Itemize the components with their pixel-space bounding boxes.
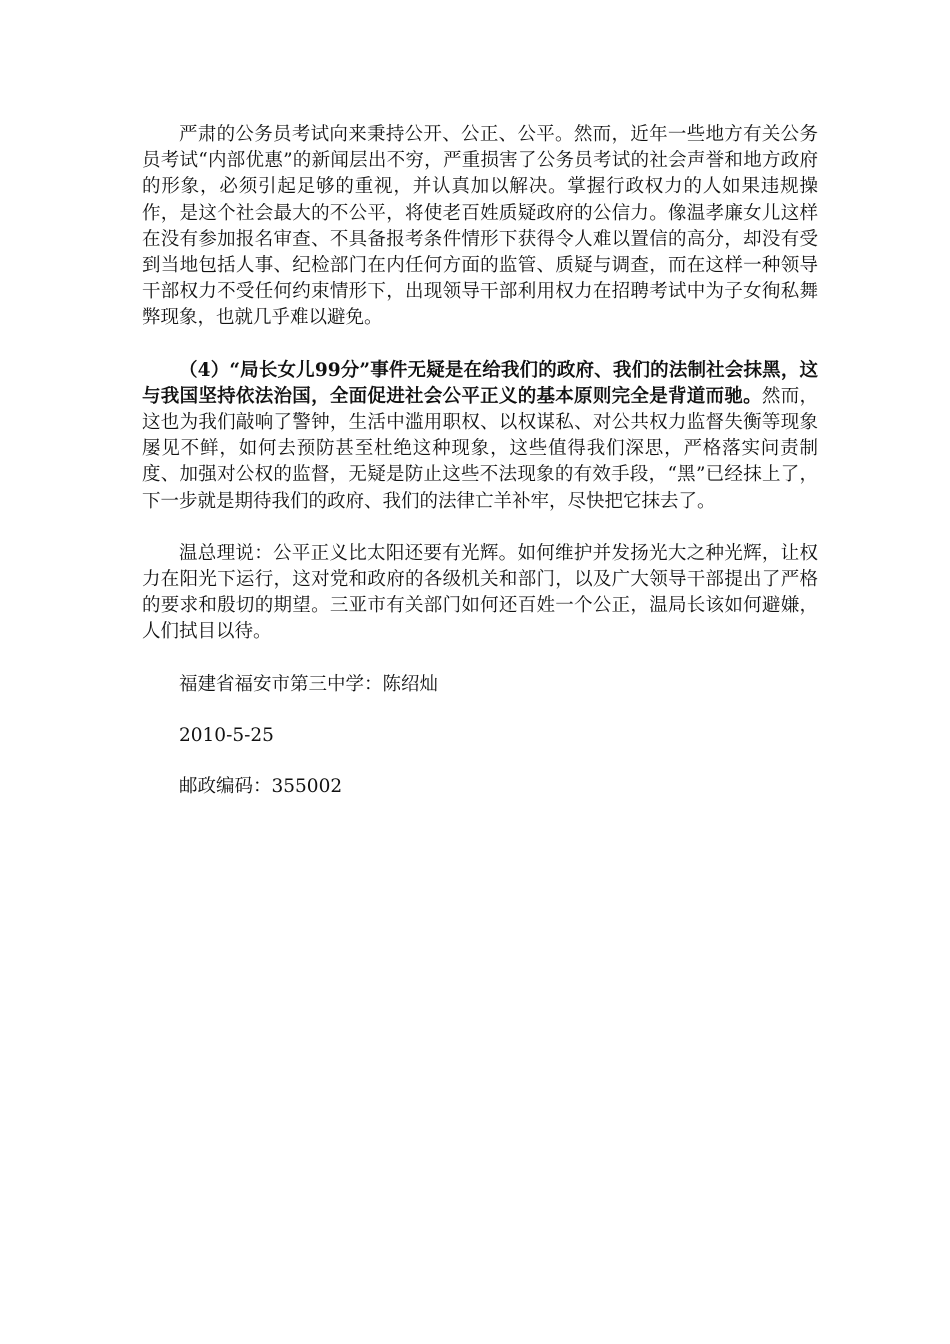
paragraph-2-body: 然而，这也为我们敲响了警钟，生活中滥用职权、以权谋私、对公共权力监督失衡等现象屡见不鲜，如何去预防甚至杜绝这种现象，这些值得我们深思，严格落实问责制度、加强对公权的监督，无疑是防止这些不法现象的有效手段，“黑”已经抹上了，下一步就是期待我们的政府、我们的法律亡羊补牢，尽快把它抹去了。 xyxy=(142,385,818,512)
postcode-line: 邮政编码：355002 xyxy=(179,776,343,798)
paragraph-2 xyxy=(142,358,818,515)
author-line: 福建省福安市第三中学：陈绍灿 xyxy=(179,673,439,695)
document-body xyxy=(142,122,818,825)
paragraph-3: 温总理说：公平正义比太阳还要有光辉。如何维护并发扬光大之种光辉，让权力在阳光下运行，这对党和政府的各级机关和部门，以及广大领导干部提出了严格的要求和殷切的期望。三亚市有关部门如何还百姓一个公正，温局长该如何避嫌，人们拭目以待。 xyxy=(142,542,818,643)
date-line: 2010-5-25 xyxy=(179,724,274,746)
paragraph-1: 严肃的公务员考试向来秉持公开、公正、公平。然而，近年一些地方有关公务员考试“内部优惠”的新闻层出不穷，严重损害了公务员考试的社会声誉和地方政府的形象，必须引起足够的重视，并认真加以解决。掌握行政权力的人如果违规操作，是这个社会最大的不公平，将使老百姓质疑政府的公信力。像温孝廉女儿这样在没有参加报名审查、不具备报考条件情形下获得令人难以置信的高分，却没有受到当地包括人事、纪检部门在内任何方面的监管、质疑与调查，而在这样一种领导干部权力不受任何约束情形下，出现领导干部利用权力在招聘考试中为子女徇私舞弊现象，也就几乎难以避免。 xyxy=(142,124,818,329)
paragraph-2-bold-lead: （4）“局长女儿99分”事件无疑是在给我们的政府、我们的法制社会抹黑，这与我国坚持依法治国，全面促进社会公平正义的基本原则完全是背道而驰。 xyxy=(142,359,818,407)
